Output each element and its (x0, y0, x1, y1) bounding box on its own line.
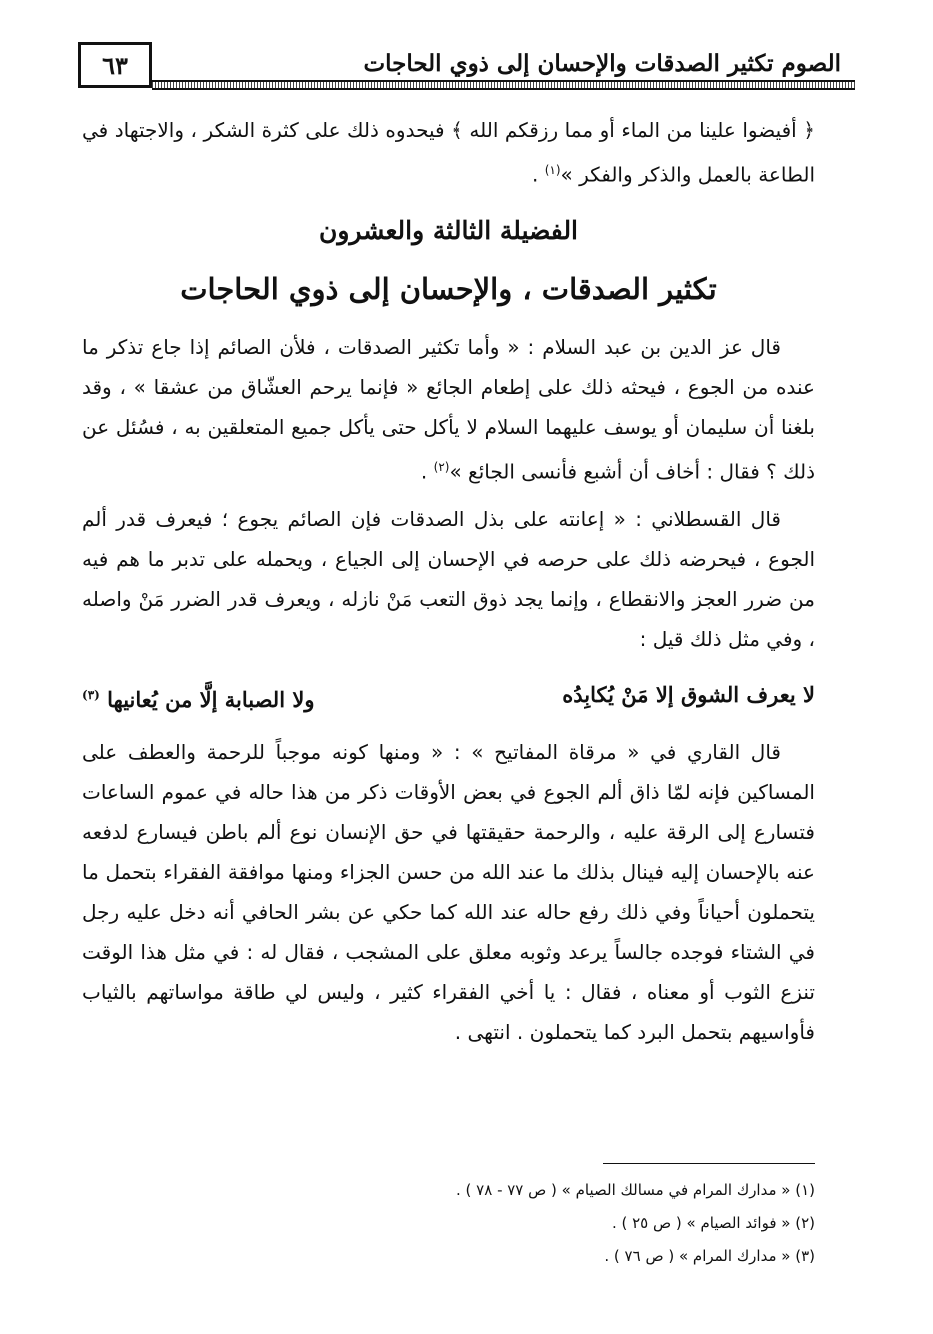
intro-end: . (532, 162, 545, 187)
footnote-ref-2: (٢) (433, 459, 450, 474)
verse-second (82, 673, 314, 722)
page-body (82, 110, 815, 1060)
verse-first-hemistich: لا يعرف الشوق إلا مَنْ يُكابِدُه (562, 682, 815, 708)
footnote-3: (٣) « مدارك المرام » ( ص ٧٦ ) . (604, 1247, 815, 1265)
paragraph-izz-text: قال عز الدين بن عبد السلام : « وأما تكثير الصدقات ، فلأن الصائم إذا جاع تذكر ما عنده من الجوع ، فيحثه ذلك على إطعام الجائع « فإنما يرحم العشّاق من عشقا » ، وقد بلغنا أن سليمان أو يوسف عليهما السلام لا يأكل حتى يأكل جميع المتعلقين به ، فسُئل عن ذلك ؟ فقال : أخاف أن أشبع فأنسى الجائع » (82, 334, 815, 484)
page-header (78, 42, 855, 94)
section-subtitle: تكثير الصدقات ، والإحسان إلى ذوي الحاجات (180, 271, 717, 306)
verse-second-hemistich: ولا الصبابة إلَّا من يُعانيها (107, 687, 315, 713)
paragraph-qari: قال القاري في « مرقاة المفاتيح » : « ومنها كونه موجباً للرحمة والعطف على المساكين فإنه لمّا ذاق ألم الجوع في بعض الأوقات ذكر من هذا حاله في عموم الساعات فتسارع إلى الرقة عليه ، والرحمة حقيقتها في حق الإنسان نوع ألم باطن فيسارع لدفعه عنه بالإحسان إليه فينال بذلك ما عند الله من حسن الجزاء ومنها موافقة الفقراء بتحمل ما يتحملون أحياناً وفي ذلك رفع حاله عند الله كما حكي عن بشر الحافي أنه دخل عليه رجل في الشتاء فوجده جالساً يرعد وثوبه معلق على المشجب ، فقال له : في مثل هذا الوقت تنزع الثوب أو معناه ، فقال : يا أخي الفقراء كثير ، وليس لي طاقة مواساتهم بالثياب فأواسيهم بتحمل البرد كما يتحملون . انتهى . (82, 740, 815, 1045)
footnote-divider (603, 1163, 815, 1164)
intro-text: ﴿ أفيضوا علينا من الماء أو مما رزقكم الله ﴾ فيحدوه ذلك على كثرة الشكر ، والاجتهاد في الطاعة بالعمل والذكر والفكر » (82, 118, 815, 187)
footnote-ref-3: (٣) (82, 688, 100, 703)
intro-paragraph (82, 110, 815, 195)
header-rule (152, 80, 855, 90)
section-title: الفضيلة الثالثة والعشرون (318, 215, 579, 245)
paragraph-izz-end: . (420, 459, 434, 484)
footnotes (300, 1174, 815, 1273)
footnote-ref-1: (١) (544, 163, 561, 177)
poetry-verse (82, 673, 815, 722)
paragraph-qastallani: قال القسطلاني : « إعانته على بذل الصدقات فإن الصائم يجوع ؛ فيعرف قدر ألم الجوع ، فيحرضه ذلك على حرصه في الإحسان إلى الجياع ، ويحمله على تدبر ما هم فيه من ضرر العجز والانقطاع ، وإنما يجد ذوق التعب مَنْ نازله ، ويعرف قدر الضرر مَنْ واصله ، وفي مثل ذلك قيل : (82, 507, 815, 652)
page-number: ٦٣ (78, 42, 152, 88)
footnote-1: (١) « مدارك المرام في مسالك الصيام » ( ص ٧٧ - ٧٨ ) . (456, 1181, 815, 1199)
paragraph-izz (82, 327, 815, 492)
running-title: الصوم تكثير الصدقات والإحسان إلى ذوي الحاجات (363, 50, 841, 77)
footnote-2: (٢) « فوائد الصيام » ( ص ٢٥ ) . (611, 1214, 815, 1232)
